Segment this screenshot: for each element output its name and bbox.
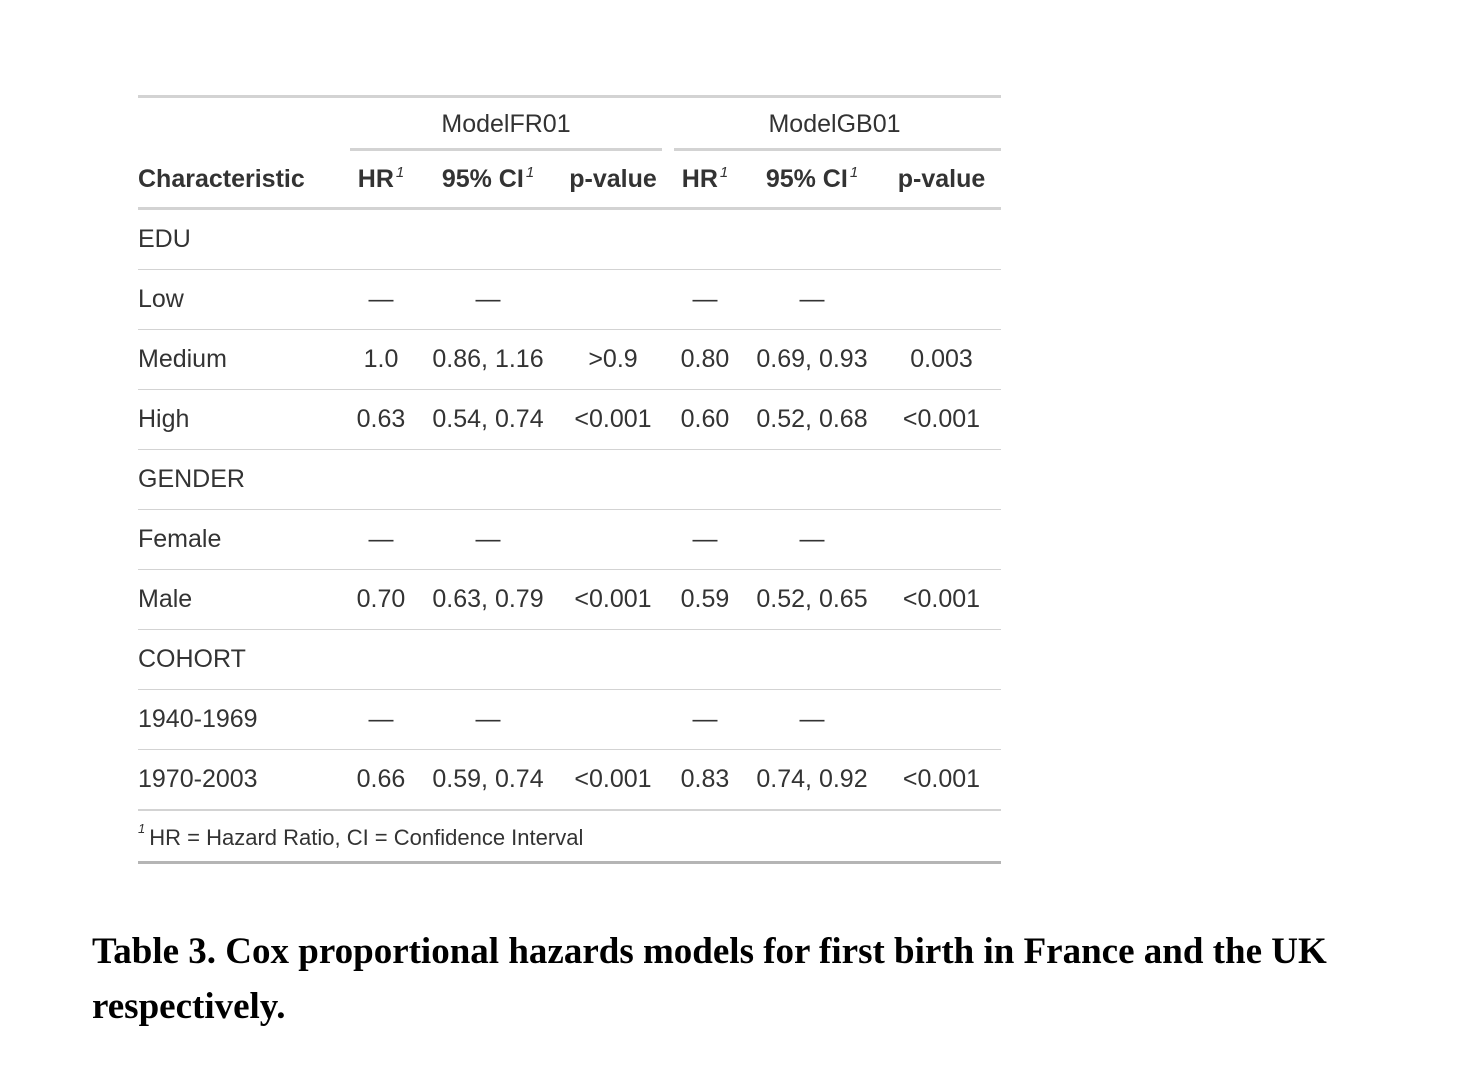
table-cell: <0.001: [558, 750, 668, 811]
table-cell: [418, 630, 558, 690]
column-header-p-value: p-value: [558, 151, 668, 209]
table-cell: 0.54, 0.74: [418, 390, 558, 450]
table-cell: [344, 450, 418, 510]
table-cell: [882, 270, 1001, 330]
table-cell: —: [668, 510, 742, 570]
row-label: 1970-2003: [138, 750, 344, 811]
table-cell: [344, 630, 418, 690]
column-header-hr: HR $^1$: [668, 151, 742, 209]
table-cell: [882, 209, 1001, 270]
table-cell: [742, 450, 882, 510]
table-cell: —: [742, 270, 882, 330]
column-header-ci: 95% CI $^1$: [742, 151, 882, 209]
table-cell: 0.66: [344, 750, 418, 811]
row-label: Medium: [138, 330, 344, 390]
table-cell: 0.83: [668, 750, 742, 811]
table-cell: —: [668, 270, 742, 330]
table-cell: [882, 690, 1001, 750]
table-row: [138, 690, 1001, 750]
spanner-label: ModelFR01: [441, 110, 571, 138]
group-label: GENDER: [138, 450, 344, 510]
table-cell: [668, 209, 742, 270]
footnote-mark: 1: [395, 164, 405, 181]
table-cell: —: [418, 690, 558, 750]
column-header-characteristic: Characteristic: [138, 151, 344, 209]
table-cell: 0.80: [668, 330, 742, 390]
table-row: [138, 750, 1001, 811]
table-cell: [668, 630, 742, 690]
table-cell: [418, 209, 558, 270]
row-label: High: [138, 390, 344, 450]
footnote-mark: 1: [849, 164, 859, 181]
results-table: [138, 95, 1001, 864]
table-cell: 0.86, 1.16: [418, 330, 558, 390]
table-cell: [558, 630, 668, 690]
column-header-ci: 95% CI $^1$: [418, 151, 558, 209]
table-row: [138, 270, 1001, 330]
table-cell: [558, 450, 668, 510]
table-cell: [558, 510, 668, 570]
footnote-mark: 1: [138, 821, 146, 836]
table-cell: <0.001: [558, 390, 668, 450]
table-cell: >0.9: [558, 330, 668, 390]
table-cell: [882, 630, 1001, 690]
spanner-row: [138, 98, 1001, 151]
spanner-modelfr01: [344, 98, 668, 151]
table-cell: [418, 450, 558, 510]
table-cell: —: [668, 690, 742, 750]
group-row: [138, 630, 1001, 690]
table-cell: 0.52, 0.68: [742, 390, 882, 450]
spanner-label: ModelGB01: [768, 110, 901, 138]
table-cell: [558, 209, 668, 270]
table-cell: 0.63: [344, 390, 418, 450]
table-cell: —: [344, 510, 418, 570]
table-cell: [668, 450, 742, 510]
table-cell: [882, 510, 1001, 570]
table-cell: —: [344, 690, 418, 750]
table-cell: —: [418, 510, 558, 570]
table-cell: —: [742, 510, 882, 570]
table-row: [138, 390, 1001, 450]
table-cell: 0.74, 0.92: [742, 750, 882, 811]
row-label: Low: [138, 270, 344, 330]
table-cell: —: [742, 690, 882, 750]
table-cell: 0.003: [882, 330, 1001, 390]
table-cell: [742, 630, 882, 690]
table-cell: 0.52, 0.65: [742, 570, 882, 630]
footnote-mark: 1: [719, 164, 729, 181]
column-header-row: [138, 151, 1001, 209]
table-cell: <0.001: [882, 390, 1001, 450]
table-cell: 1.0: [344, 330, 418, 390]
table-cell: 0.60: [668, 390, 742, 450]
table-cell: [558, 690, 668, 750]
table-row: [138, 510, 1001, 570]
row-label: 1940-1969: [138, 690, 344, 750]
table-caption: Table 3. Cox proportional hazards models for first birth in France and the UK respectively.: [92, 931, 1327, 1027]
table-cell: —: [344, 270, 418, 330]
table-cell: —: [418, 270, 558, 330]
footnote-mark: 1: [525, 164, 535, 181]
table-cell: 0.59: [668, 570, 742, 630]
table-cell: [558, 270, 668, 330]
group-row: [138, 209, 1001, 270]
table-footnote: [138, 810, 1001, 863]
footnote-text: HR = Hazard Ratio, CI = Confidence Interval: [149, 825, 584, 850]
group-row: [138, 450, 1001, 510]
spanner-modelgb01: [668, 98, 1001, 151]
group-label: COHORT: [138, 630, 344, 690]
column-header-p-value: p-value: [882, 151, 1001, 209]
table-footnote-row: [138, 810, 1001, 863]
table-cell: 0.70: [344, 570, 418, 630]
table-cell: 0.59, 0.74: [418, 750, 558, 811]
table-cell: [742, 209, 882, 270]
table-row: [138, 570, 1001, 630]
table-cell: 0.69, 0.93: [742, 330, 882, 390]
row-label: Male: [138, 570, 344, 630]
row-label: Female: [138, 510, 344, 570]
group-label: EDU: [138, 209, 344, 270]
table-cell: <0.001: [558, 570, 668, 630]
table-cell: <0.001: [882, 750, 1001, 811]
spanner-underline: [350, 148, 662, 151]
spanner-underline: [674, 148, 1001, 151]
table-cell: [344, 209, 418, 270]
table-row: [138, 330, 1001, 390]
table-cell: [882, 450, 1001, 510]
column-header-hr: HR $^1$: [344, 151, 418, 209]
table-cell: <0.001: [882, 570, 1001, 630]
table-cell: 0.63, 0.79: [418, 570, 558, 630]
